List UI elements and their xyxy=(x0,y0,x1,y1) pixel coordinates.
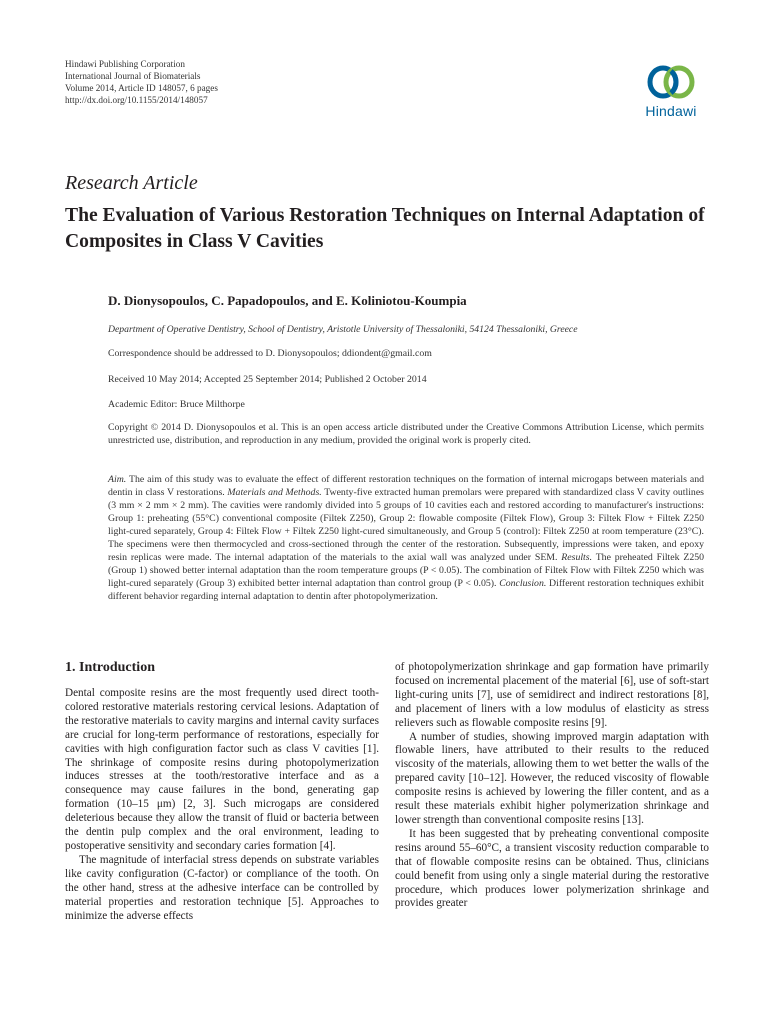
body-paragraph: A number of studies, showing improved margin adaptation with flowable liners, have attributed to their results to the reduced viscosity of the materials, allowing them to wet better the walls of the prepared cavity [10–12]. However, the reduced viscosity of flowable composite resins is achieved by lowering the filler content, and as a result these materials exhibit higher polymerization shrinkage and lower strength than conventional composite resins [13]. xyxy=(395,730,709,826)
academic-editor: Academic Editor: Bruce Milthorpe xyxy=(108,399,245,410)
copyright-notice: Copyright © 2014 D. Dionysopoulos et al. This is an open access article distributed under the Creative Commons Attribution License, which permits unrestricted use, distribution, and reproduction in any medium, provided the original work is properly cited. xyxy=(108,422,704,446)
article-type: Research Article xyxy=(65,172,198,194)
body-paragraph: The magnitude of interfacial stress depends on substrate variables like cavity configuration (C-factor) or compliance of the tooth. On the other hand, stress at the adhesive interface can be controlled by material properties and restoration technique [5]. Approaches to minimize the adverse effects xyxy=(65,853,379,922)
journal-header xyxy=(65,58,218,106)
body-paragraph: of photopolymerization shrinkage and gap formation have primarily focused on incremental placement of the material [6], use of soft-start light-curing units [7], use of semidirect and indirect restorations [8], and placement of liners with a low modulus of elasticity as stress relievers such as flowable composite resins [9]. xyxy=(395,661,709,729)
body-column-left xyxy=(65,660,379,923)
abstract xyxy=(108,473,704,603)
doi-link[interactable]: http://dx.doi.org/10.1155/2014/148057 xyxy=(65,95,208,105)
correspondence: Correspondence should be addressed to D. Dionysopoulos; ddiondent@gmail.com xyxy=(108,348,432,359)
hindawi-logo xyxy=(636,62,706,119)
hindawi-logo-text: Hindawi xyxy=(645,103,697,119)
abstract-conclusion: Different restoration techniques exhibit different behavior regarding internal adaptation to dentin after photopolymerization. xyxy=(108,578,704,602)
abstract-conclusion-label: Conclusion. xyxy=(499,578,547,589)
section-heading-introduction: 1. Introduction xyxy=(65,660,155,675)
author-list: D. Dionysopoulos, C. Papadopoulos, and E. Koliniotou-Koumpia xyxy=(108,293,467,308)
body-column-right xyxy=(395,661,709,911)
hindawi-rings-icon xyxy=(645,62,697,102)
article-title: The Evaluation of Various Restoration Techniques on Internal Adaptation of Composites in Class V Cavities xyxy=(65,205,705,252)
abstract-aim: The aim of this study was to evaluate the effect of different restoration techniques on the formation of internal microgaps between materials and dentin in class V restorations. xyxy=(108,474,704,498)
body-paragraph: Dental composite resins are the most frequently used direct tooth-colored restorative materials restoring cervical lesions. Adaptation of the restorative materials to cavity margins and internal cavity surfaces are crucial for long-term performance of restorations, especially for cavities with high configuration factor such as class V cavities [1]. The shrinkage of composite resins during photopolymerization induces stresses at the tooth/restorative interface and as a consequence may cause failures in the bond, generating gap formation (10–15 μm) [2, 3]. Such microgaps are considered deleterious because they allow the transit of fluid or bacteria between the dentin pulp complex and the oral environment, leading to postoperative sensitivity and secondary caries formation [4]. xyxy=(65,687,379,852)
volume-info: Volume 2014, Article ID 148057, 6 pages xyxy=(65,83,218,93)
publisher-name: Hindawi Publishing Corporation xyxy=(65,59,185,69)
abstract-results-label: Results. xyxy=(561,552,593,563)
publication-dates: Received 10 May 2014; Accepted 25 September 2014; Published 2 October 2014 xyxy=(108,374,427,385)
abstract-methods: Twenty-five extracted human premolars were prepared with standardized class V cavity outlines (3 mm × 2 mm × 2 mm). The cavities were randomly divided into 5 groups of 10 cavities each and restored according to manufacturer's instructions: Group 1: preheating (55°C) conventional composite (Filtek Z250), Group 2: flowable composite (Filtek Flow), Group 3: Filtek Flow + Filtek Z250 light-cured separately, Group 4: Filtek Flow + Filtek Z250 light-cured simultaneously, and Group 5 (control): Filtek Z250 at room temperature (23°C). The specimens were then thermocycled and cross-sectioned through the center of the restoration. Subsequently, impressions were taken, and epoxy resin replicas were made. The internal adaptation of the materials to the axial wall was analyzed under SEM. xyxy=(108,487,704,563)
body-paragraph: It has been suggested that by preheating conventional composite resins around 55–60°C, a transient viscosity reduction comparable to that of flowable composite resins can be obtained. Thus, clinicians could benefit from using only a single material during the restorative procedure, which produces lower polymerization shrinkage and provides greater xyxy=(395,827,709,910)
abstract-aim-label: Aim. xyxy=(108,474,127,485)
journal-name: International Journal of Biomaterials xyxy=(65,71,201,81)
abstract-results: The preheated Filtek Z250 (Group 1) showed better internal adaptation than the room temperature groups (P < 0.05). The combination of Filtek Flow with Filtek Z250 which was light-cured separately (Group 3) exhibited better internal adaptation than control group (P < 0.05). xyxy=(108,552,705,589)
abstract-methods-label: Materials and Methods. xyxy=(227,487,322,498)
affiliation: Department of Operative Dentistry, School of Dentistry, Aristotle University of Thessaloniki, 54124 Thessaloniki, Greece xyxy=(108,324,578,335)
